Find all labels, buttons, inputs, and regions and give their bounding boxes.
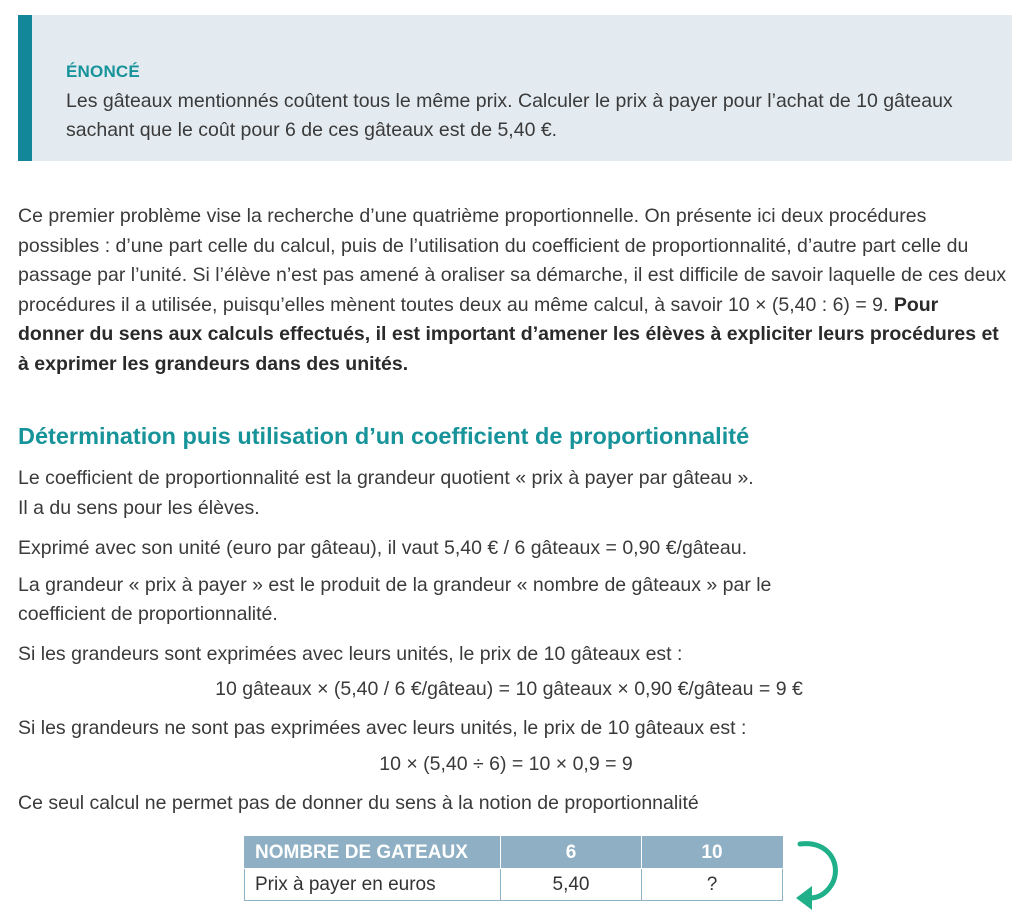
text-line: Exprimé avec son unité (euro par gâteau), il vaut 5,40 € / 6 gâteaux = 0,90 €/gâteau. <box>18 537 748 559</box>
table-header-cell: 6 <box>501 837 642 869</box>
section-heading: Détermination puis utilisation d’un coefficient de proportionnalité <box>18 423 750 449</box>
intro-text: Ce premier problème vise la recherche d’une quatrième proportionnelle. On présente ici deux procédures possibles : d’une part celle du calcul, puis de l’utilisation du coefficient de proportionnalité, d’autre part celle du passage par l’unité. Si l’élève n’est pas amené à oraliser sa démarche, il est difficile de savoir laquelle de ces deux procédures il a utilisée, puisqu’elles mènent toutes deux au même calcul, à savoir 10 × (5,40 : 6) = 9. <box>18 205 1007 316</box>
proportionality-table <box>244 836 783 901</box>
text-line: Si les grandeurs ne sont pas exprimées avec leurs unités, le prix de 10 gâteaux est : <box>18 717 747 739</box>
table-header-cell: NOMBRE DE GATEAUX <box>245 837 501 869</box>
text-line: Il a du sens pour les élèves. <box>18 497 260 519</box>
curved-arrow-icon <box>790 836 846 910</box>
enonce-accent-bar <box>18 15 32 161</box>
table-row <box>245 869 783 901</box>
formula-without-units: 10 × (5,40 ÷ 6) = 10 × 0,9 = 9 <box>379 753 633 775</box>
text-line: coefficient de proportionnalité. <box>18 603 278 625</box>
intro-bold-text: Pour donner du sens aux calculs effectués, il est important d’amener les élèves à expliciter leurs procédures et à exprimer les grandeurs dans des unités. <box>18 293 999 375</box>
enonce-text: Les gâteaux mentionnés coûtent tous le même prix. Calculer le prix à payer pour l’achat de 10 gâteaux sachant que le coût pour 6 de ces gâteaux est de 5,40 €. <box>66 90 953 141</box>
intro-paragraph <box>18 202 1008 379</box>
table-cell: ? <box>642 869 783 901</box>
enonce-title: ÉNONCÉ <box>66 62 140 81</box>
text-line: Si les grandeurs sont exprimées avec leurs unités, le prix de 10 gâteaux est : <box>18 643 683 665</box>
text-line: La grandeur « prix à payer » est le produit de la grandeur « nombre de gâteaux » par le <box>18 574 772 596</box>
enonce-box <box>18 15 1012 161</box>
table-cell: Prix à payer en euros <box>245 869 501 901</box>
table-header-cell: 10 <box>642 837 783 869</box>
formula-with-units: 10 gâteaux × (5,40 / 6 €/gâteau) = 10 gâteaux × 0,90 €/gâteau = 9 € <box>215 678 803 700</box>
table-cell: 5,40 <box>501 869 642 901</box>
text-line: Ce seul calcul ne permet pas de donner du sens à la notion de proportionnalité <box>18 792 699 814</box>
text-line: Le coefficient de proportionnalité est la grandeur quotient « prix à payer par gâteau ». <box>18 467 754 489</box>
table-header-row <box>245 837 783 869</box>
